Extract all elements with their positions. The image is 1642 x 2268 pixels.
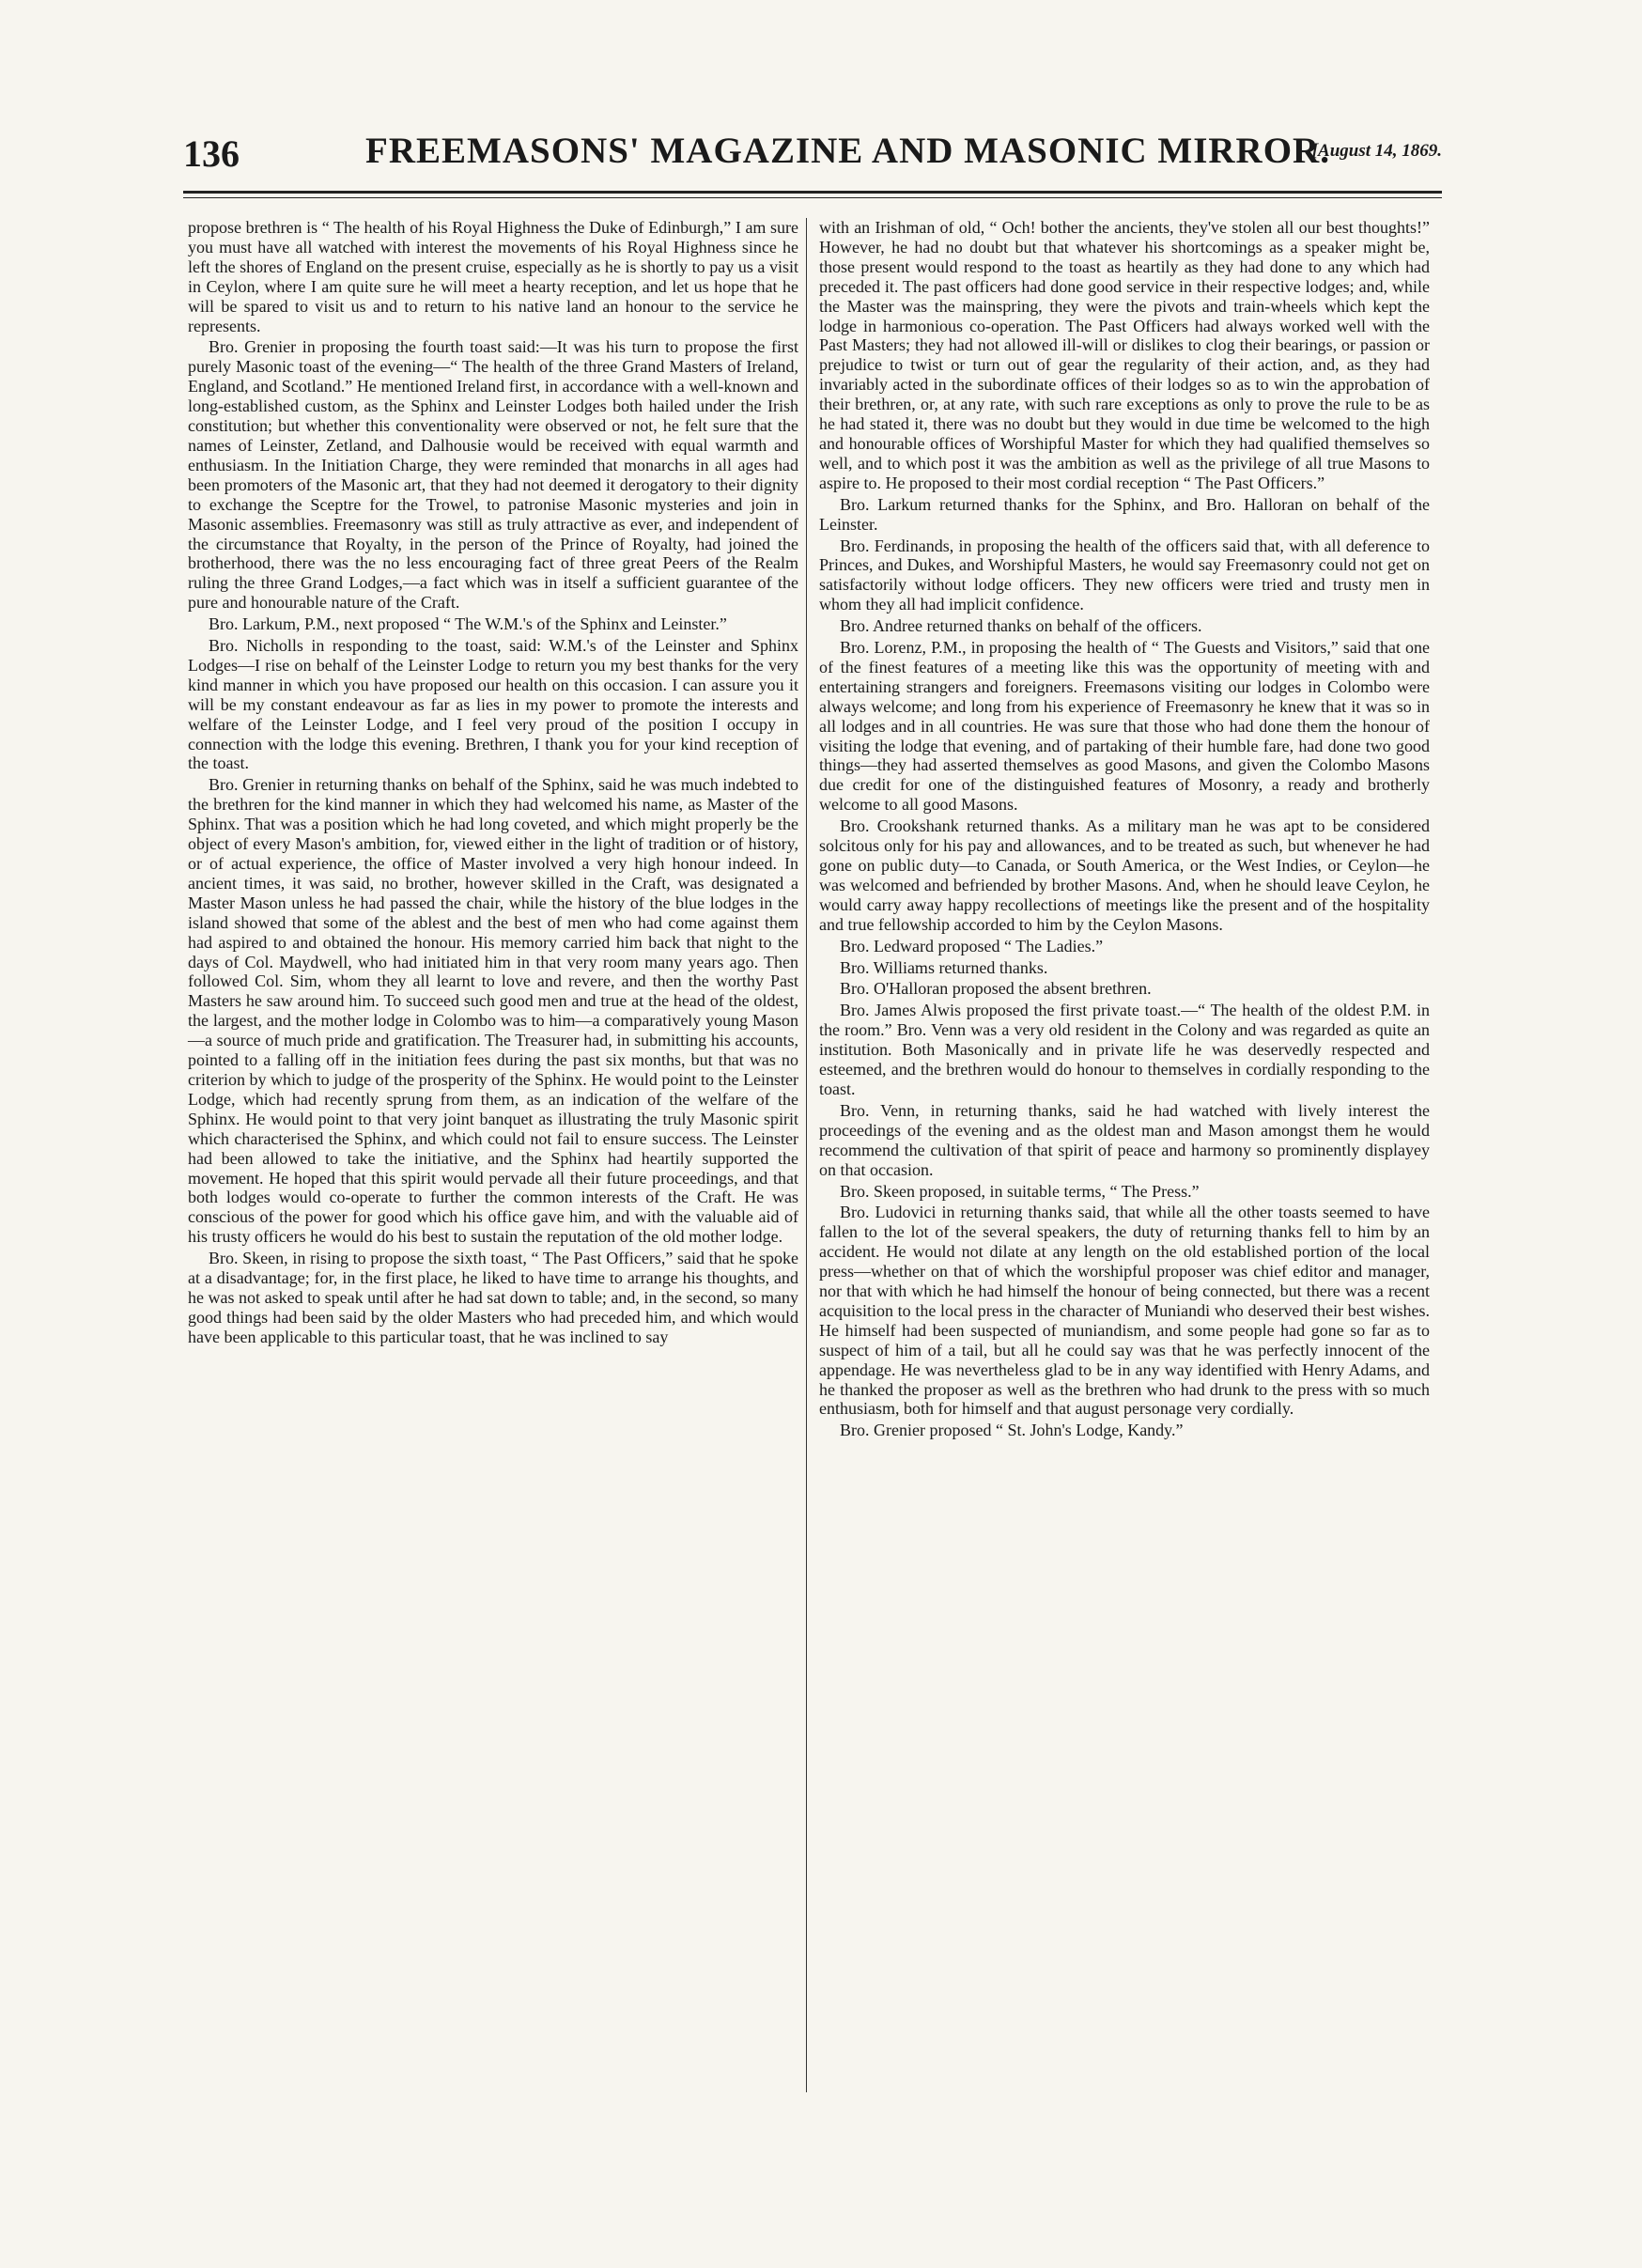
right-column	[819, 218, 1430, 1442]
header-rule-thick	[183, 191, 1442, 194]
paragraph: Bro. Skeen proposed, in suitable terms, “ The Press.”	[840, 1181, 1200, 1201]
paragraph: Bro. Crookshank returned thanks. As a military man he was apt to be considered solcitous only for his pay and allowances, and to be treated as such, but whenever he had gone on public duty—to Canada, or South America, or the West Indies, or Ceylon—he was welcomed and befriended by brother Masons. And, when he should leave Ceylon, he would carry away happy recollections of meetings like the present and of the hospitality and true fellowship accorded to him by the Ceylon Masons.	[819, 816, 1430, 934]
paragraph: Bro. Larkum, P.M., next proposed “ The W.M.'s of the Sphinx and Leinster.”	[209, 614, 727, 634]
header-rule-thin	[183, 197, 1442, 198]
paragraph: Bro. Andree returned thanks on behalf of the officers.	[840, 616, 1202, 636]
paragraph: Bro. Ledward proposed “ The Ladies.”	[840, 936, 1104, 955]
paragraph: Bro. Skeen, in rising to propose the sixth toast, “ The Past Officers,” said that he spoke at a disadvantage; for, in the first place, he liked to have time to arrange his thoughts, and he was not asked to speak until after he had sat down to table; and, in the second, so many good things had been said by the older Masters who had preceded him, and which would have been applicable to this particular toast, that he was inclined to say	[188, 1249, 798, 1346]
paragraph: Bro. Lorenz, P.M., in proposing the health of “ The Guests and Visitors,” said that one of the finest features of a meeting like this was the opportunity of meeting with and entertaining strangers and foreigners. Freemasons visiting our lodges in Colombo were always welcome; and long from his experience of Freemasonry he knew that it was so in all lodges and in all countries. He was sure that those who had done them the honour of visiting the lodge that evening, and of partaking of their humble fare, had done two good things—they had asserted themselves as good Masons, and given the Colombo Masons due credit for one of the distinguished features of Mosonry, a ready and brotherly welcome to all good Masons.	[819, 638, 1430, 815]
page-number: 136	[183, 132, 240, 175]
masthead-title: FREEMASONS' MAGAZINE AND MASONIC MIRROR.	[365, 131, 1330, 171]
paragraph: propose brethren is “ The health of his Royal Highness the Duke of Edinburgh,” I am sure you must have all watched with interest the movements of his Royal Highness since he left the shores of England on the present cruise, especially as he is shortly to pay us a visit in Ceylon, where I am quite sure he will meet a hearty reception, and let us hope that he will be spared to visit us and to return to his native land an honour to the service he represents.	[188, 218, 798, 335]
paragraph: Bro. Williams returned thanks.	[840, 957, 1048, 977]
paragraph: with an Irishman of old, “ Och! bother the ancients, they've stolen all our best thoughts!” However, he had no doubt but that whatever his shortcomings as a speaker might be, those present would respond to the toast as heartily as they had done to any which had preceded it. The past officers had done good service in their respective lodges; and, while the Master was the mainspring, they were the pivots and train-wheels which kept the lodge in harmonious co-operation. The Past Officers had always worked well with the Past Masters; they had not allowed ill-will or dislikes to clog their bearings, or passion or prejudice to twist or turn out of gear the regularity of their action, and, as they had invariably acted in the subordinate offices of their lodges so as to win the approbation of their brethren, or, at any rate, with such rare exceptions as only to prove the rule to be as he had stated it, there was no doubt but they would in due time be welcomed to the high and honourable offices of Worshipful Master for which they had qualified themselves so well, and to which post it was the ambition as well as the privilege of all true Masons to aspire to. He proposed to their most cordial reception “ The Past Officers.”	[819, 218, 1430, 492]
paragraph: Bro. O'Halloran proposed the absent brethren.	[840, 979, 1152, 999]
paragraph: Bro. Venn, in returning thanks, said he had watched with lively interest the proceedings of the evening and as the oldest man and Mason amongst them he would recommend the cultivation of that spirit of peace and harmony so prominently displayey on that occasion.	[819, 1100, 1430, 1179]
paragraph: Bro. Grenier in proposing the fourth toast said:—It was his turn to propose the first purely Masonic toast of the evening—“ The health of the three Grand Masters of Ireland, England, and Scotland.” He mentioned Ireland first, in accordance with a well-known and long-established custom, as the Sphinx and Leinster Lodges both hailed under the Irish constitution; but whether this conventionality were observed or not, he felt sure that the names of Leinster, Zetland, and Dalhousie would be received with equal warmth and enthusiasm. In the Initiation Charge, they were reminded that monarchs in all ages had been promoters of the Masonic art, that they had not deemed it derogatory to their dignity to exchange the Sceptre for the Trowel, to patronise Masonic mysteries and join in Masonic assemblies. Freemasonry was still as truly attractive as ever, and independent of the circumstance that Royalty, in the person of the Prince of Royalty, had joined the brotherhood, there was the no less encouraging fact of three great Peers of the Realm ruling the three Grand Lodges,—a fact which was in itself a sufficient guarantee of the pure and honourable nature of the Craft.	[188, 337, 798, 613]
page-header	[183, 124, 1442, 180]
paragraph: Bro. Ludovici in returning thanks said, that while all the other toasts seemed to have fallen to the lot of the several speakers, the duty of returning thanks fell to him by an accident. He would not dilate at any length on the old established portion of the local press—whether on that of which the worshipful proposer was chief editor and manager, nor that with which he had himself the honour of being connected, but there was a recent acquisition to the local press in the character of Muniandi who deserved their best wishes. He himself had been suspected of muniandism, and some people had gone so far as to suspect of him of a tail, but all he could say was that he was perfectly innocent of the appendage. He was nevertheless glad to be in any way identified with Henry Adams, and he thanked the proposer as well as the brethren who had drunk to the press with so much enthusiasm, both for himself and that august personage very cordially.	[819, 1203, 1430, 1419]
left-column	[188, 218, 798, 1349]
paragraph: Bro. Grenier in returning thanks on behalf of the Sphinx, said he was much indebted to the brethren for the kind manner in which they had welcomed his name, as Master of the Sphinx. That was a position which he had long coveted, and which might properly be the object of every Mason's ambition, for, viewed either in the light of tradition or of history, or of actual experience, the office of Master involved a very high honour indeed. In ancient times, it was said, no brother, however skilled in the Craft, was designated a Master Mason unless he had passed the chair, while the history of the blue lodges in the island showed that some of the ablest and the best of men who had come against them had aspired to and obtained the honour. His memory carried him back that night to the days of Col. Maydwell, who had initiated him in that very room many years ago. Then followed Col. Sim, whom they all learnt to love and revere, and then the worthy Past Masters he saw around him. To succeed such good men and true at the head of the oldest, the largest, and the mother lodge in Colombo was to him—a comparatively young Mason—a source of much pride and gratification. The Treasurer had, in submitting his accounts, pointed to a falling off in the initiation fees during the past six months, but that was no criterion by which to judge of the prosperity of the Sphinx. He would point to the Leinster Lodge, which had recently sprung from them, as an indication of the welfare of the Sphinx. He would point to that very joint banquet as illustrating the truly Masonic spirit which characterised the Sphinx, and which could not fail to ensure success. The Leinster had been allowed to take the initiative, and the Sphinx had heartily supported the movement. He hoped that this spirit would pervade all their future proceedings, and that both lodges would co-operate to further the common interests of the Craft. He was conscious of the power for good which his office gave him, and with the valuable aid of his trusty officers he would do his best to sustain the reputation of the old mother lodge.	[188, 775, 798, 1247]
paragraph: Bro. Grenier proposed “ St. John's Lodge, Kandy.”	[840, 1421, 1184, 1440]
issue-date: [August 14, 1869.	[1311, 141, 1442, 161]
paragraph: Bro. Larkum returned thanks for the Sphinx, and Bro. Halloran on behalf of the Leinster.	[819, 494, 1430, 534]
column-divider	[806, 218, 807, 2092]
paragraph: Bro. Nicholls in responding to the toast, said: W.M.'s of the Leinster and Sphinx Lodges—I rise on behalf of the Leinster Lodge to return you my best thanks for the very kind manner in which you have proposed our health on this occasion. I can assure you it will be my constant endeavour as far as lies in my power to promote the interests and welfare of the Leinster Lodge, and I feel very proud of the position I occupy in connection with the lodge this evening. Brethren, I thank you for your kind reception of the toast.	[188, 636, 798, 773]
paragraph: Bro. James Alwis proposed the first private toast.—“ The health of the oldest P.M. in the room.” Bro. Venn was a very old resident in the Colony and was regarded as quite an institution. Both Masonically and in private life he was deservedly respected and esteemed, and the brethren would do honour to themselves in cordially responding to the toast.	[819, 1001, 1430, 1098]
paragraph: Bro. Ferdinands, in proposing the health of the officers said that, with all deference to Princes, and Dukes, and Worshipful Masters, he would say Freemasonry could not get on satisfactorily without lodge officers. They new officers were tried and trusty men in whom they all had implicit confidence.	[819, 536, 1430, 614]
